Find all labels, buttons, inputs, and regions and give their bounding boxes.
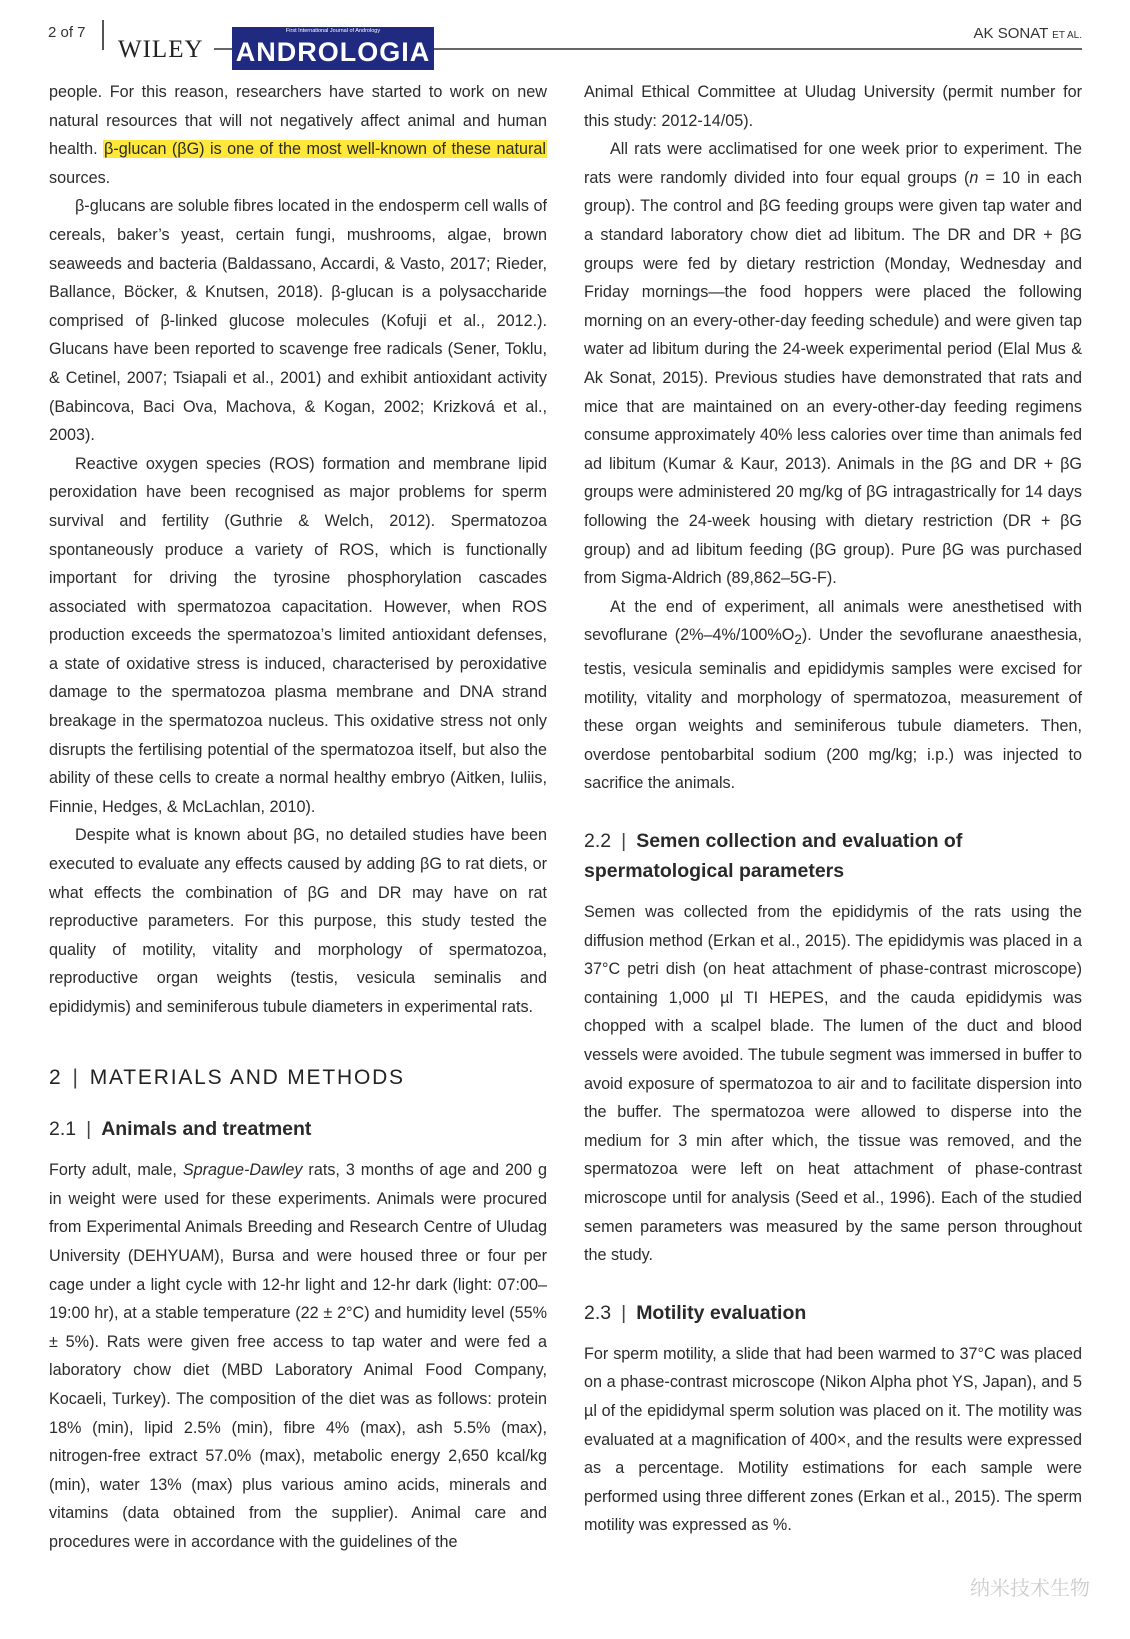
author-name: AK SONAT (973, 25, 1048, 42)
paragraph (584, 135, 1082, 593)
journal-logo (232, 27, 434, 70)
page-header (0, 0, 1130, 80)
subscript: 2 (794, 632, 802, 648)
journal-tagline: First International Journal of Andrology (285, 28, 381, 34)
heading-separator: | (86, 1118, 92, 1141)
italic-n: n (969, 168, 979, 187)
subsection-number: 2.3 (584, 1301, 612, 1324)
text-run: rats, 3 months of age and 200 g in weight were used for these experiments. Animals were procured from Experimental Animals Breeding and Research Centre of Uludag University (DEHYUAM), Bursa and were housed three or four per cage under a light cycle with 12-hr light and 12-hr dark (light: 07:00–19:00 hr), at a stable temperature (22 ± 2°C) and humidity level (55% ± 5%). Rats were given free access to tap water and were fed a laboratory chow diet (MBD Laboratory Animal Food Company, Kocaeli, Turkey). The composition of the diet was as follows: protein 18% (min), lipid 2.5% (min), fibre 4% (max), ash 5.5% (max), nitrogen-free extract 57.0% (max), metabolic energy 2,650 kcal/kg (min), water 13% (max) plus various amino acids, minerals and vitamins (data obtained from the supplier). Animal care and procedures were in accordance with the guidelines of the (49, 1161, 547, 1551)
subsection-number: 2.2 (584, 830, 612, 853)
right-column (584, 78, 1082, 1540)
paragraph: Semen was collected from the epididymis of the rats using the diffusion method (Erkan et al., 2015). The epididymis was placed in a 37°C petri dish (on heat attachment of phase-contrast microscope) containing 1,000 µl TI HEPES, and the cauda epididymis was chopped with a scalpel blade. The lumen of the duct and blood vessels were avoided. The tubule segment was immersed in buffer to avoid exposure of spermatozoa to air and to facilitate dispersion into the buffer. The spermatozoa were allowed to disperse into the medium for 3 min after which, the tissue was removed, and the spermatozoa were left on heat attachment of phase-contrast microscope until for analysis (Seed et al., 1996). Each of the studied semen parameters was measured by the same person throughout the study. (584, 903, 1082, 1265)
journal-name: ANDROLOGIA (235, 37, 431, 67)
subsection-heading (584, 1298, 1082, 1328)
paragraph: Animal Ethical Committee at Uludag University (permit number for this study: 2012-14/05). (584, 83, 1082, 130)
paragraph: For sperm motility, a slide that had been warmed to 37°C was placed on a phase-contrast microscope (Nikon Alpha phot YS, Japan), and 5 µl of the epididymal sperm solution was placed on it. The motility was evaluated at a magnification of 400×, and the results were expressed as a percentage. Motility estimations for each sample were performed using three different zones (Erkan et al., 2015). The sperm motility was expressed as %. (584, 1344, 1082, 1535)
running-authors (974, 25, 1082, 42)
section-number: 2 (49, 1065, 63, 1089)
watermark: 纳米技术生物 (970, 1578, 1090, 1600)
section-heading (49, 1064, 547, 1093)
paragraph (49, 78, 547, 192)
species-name: Sprague-Dawley (182, 1161, 303, 1180)
text-run: ). Under the sevoflurane anaesthesia, testis, vesicula seminalis and epididymis samples were excised for motility, vitality and morphology of spermatozoa, measurement of these organ weights and seminiferous tubule diameters. Then, overdose pentobarbital sodium (200 mg/kg; i.p.) was injected to sacrifice the animals. (584, 626, 1082, 793)
heading-separator: | (72, 1065, 80, 1089)
text-run: All rats were acclimatised for one week prior to experiment. The rats were randomly divided into four equal groups ( (584, 140, 1082, 187)
left-column (49, 78, 547, 1557)
subsection-heading (49, 1114, 547, 1144)
paragraph (49, 1156, 547, 1556)
text-run: Forty adult, male, (49, 1161, 183, 1180)
subsection-heading (584, 826, 1082, 886)
publisher-logo: WILEY (118, 36, 204, 63)
section-title: MATERIALS AND METHODS (89, 1065, 405, 1089)
text-run: sources. (49, 168, 111, 187)
paragraph (584, 593, 1082, 798)
header-divider (102, 20, 104, 50)
heading-separator: | (621, 830, 627, 853)
subsection-title: Motility evaluation (636, 1301, 807, 1324)
paragraph: Despite what is known about βG, no detailed studies have been executed to evaluate any effects caused by adding βG to rat diets, or what effects the combination of βG and DR may have on rat reproductive parameters. For this purpose, this study tested the quality of motility, vitality and morphology of spermatozoa, reproductive organ weights (testis, vesicula seminalis and epididymis) and seminiferous tubule diameters in experimental rats. (49, 826, 547, 1016)
text-run: people. For this reason, researchers have started to work on new natural resources that will not negatively affect animal and human health. (49, 83, 547, 159)
text-run: = 10 in each group). The control and βG feeding groups were given tap water and a standard laboratory chow diet ad libitum. The DR and DR + βG groups were fed by dietary restriction (Monday, Wednesday and Friday mornings—the food hoppers were placed the following morning on an every-other-day feeding schedule) and were given tap water ad libitum during the 24-week experimental period (Elal Mus & Ak Sonat, 2015). Previous studies have demonstrated that rats and mice that are maintained on an every-other-day feeding regimens consume approximately 40% less calories over time than animals fed ad libitum (Kumar & Kaur, 2013). Animals in the βG and DR + βG groups were administered 20 mg/kg of βG intragastrically for 14 days following the 24-week housing with dietary restriction (DR + βG group) and ad libitum feeding (βG group). Pure βG was purchased from Sigma-Aldrich (89,862–5G-F). (584, 168, 1082, 588)
paragraph: β-glucans are soluble fibres located in the endosperm cell walls of cereals, baker’s yeast, certain fungi, mushrooms, algae, brown seaweeds and bacteria (Baldassano, Accardi, & Vasto, 2017; Rieder, Ballance, Böcker, & Knutsen, 2018). β-glucan is a polysaccharide comprised of β-linked glucose molecules (Kofuji et al., 2012.). Glucans have been reported to scavenge free radicals (Sener, Toklu, & Cetinel, 2007; Tsiapali et al., 2001) and exhibit antioxidant activity (Babincova, Baci Ova, Machova, & Kogan, 2002; Krizková et al., 2003). (49, 197, 547, 445)
text-run: At the end of experiment, all animals were anesthetised with sevoflurane (2%–4%/100%O (584, 597, 1082, 645)
paragraph: Reactive oxygen species (ROS) formation and membrane lipid peroxidation have been recognised as major problems for sperm survival and fertility (Guthrie & Welch, 2012). Spermatozoa spontaneously produce a variety of ROS, which is functionally important for driving the tyrosine phosphorylation cascades associated with spermatozoa capacitation. However, when ROS production exceeds the spermatozoa’s limited antioxidant defenses, a state of oxidative stress is induced, characterised by peroxidative damage to the spermatozoa plasma membrane and DNA strand breakage in the spermatozoa nucleus. This oxidative stress not only disrupts the fertilising potential of the spermatozoa itself, but also the ability of these cells to create a normal healthy embryo (Aitken, Iuliis, Finnie, Hedges, & McLachlan, 2010). (49, 454, 547, 816)
highlighted-sentence: β-glucan (βG) is one of the most well-known of these natural (104, 140, 546, 159)
subsection-title: Animals and treatment (101, 1118, 312, 1141)
page-number: 2 of 7 (48, 24, 86, 41)
subsection-title: Semen collection and evaluation of spermatological parameters (584, 830, 963, 883)
heading-separator: | (621, 1301, 627, 1324)
subsection-number: 2.1 (49, 1118, 77, 1141)
author-etal: ET AL. (1052, 30, 1082, 41)
